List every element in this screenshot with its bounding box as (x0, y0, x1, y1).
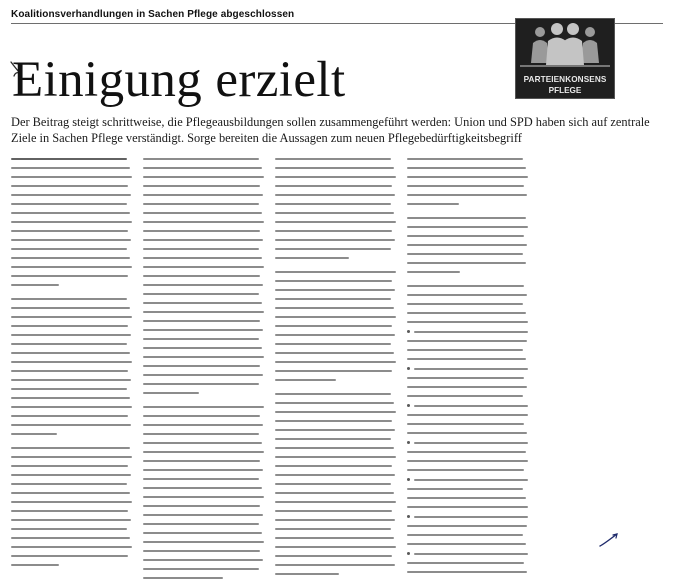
text-line (275, 510, 392, 512)
text-line (407, 312, 526, 314)
text-line (11, 298, 127, 300)
text-line (143, 320, 260, 322)
bullet-text-line (407, 330, 528, 333)
text-line (143, 523, 259, 525)
text-line (275, 564, 395, 566)
text-line (143, 505, 260, 507)
bullet-text-line (407, 404, 528, 407)
text-line (143, 365, 260, 367)
text-line (275, 483, 391, 485)
text-line (275, 573, 339, 575)
text-line (414, 331, 528, 333)
text-line (143, 248, 259, 250)
text-line (143, 577, 223, 579)
text-line (11, 379, 131, 381)
text-line (407, 534, 523, 536)
bullet-dot (407, 404, 410, 407)
text-line (275, 176, 396, 178)
text-line (275, 528, 391, 530)
text-line (11, 370, 128, 372)
text-line (275, 203, 391, 205)
text-line (143, 311, 264, 313)
text-line (407, 285, 524, 287)
text-line (143, 239, 263, 241)
text-line (143, 230, 260, 232)
text-line (275, 370, 392, 372)
text-line (407, 294, 527, 296)
text-line (275, 248, 391, 250)
text-line (407, 377, 524, 379)
text-line (407, 451, 526, 453)
text-line (407, 158, 523, 160)
text-line (407, 488, 523, 490)
text-line (275, 158, 391, 160)
text-line (407, 432, 527, 434)
text-line (275, 420, 392, 422)
body-column-3 (275, 158, 396, 582)
text-line (407, 414, 528, 416)
text-line (143, 541, 264, 543)
text-line (275, 221, 396, 223)
text-line (275, 438, 391, 440)
text-line (275, 325, 392, 327)
text-line (407, 185, 524, 187)
text-line (11, 167, 130, 169)
text-line (407, 525, 527, 527)
text-line (143, 293, 259, 295)
text-line (407, 571, 527, 573)
text-line (143, 550, 260, 552)
text-line (275, 212, 394, 214)
text-line (143, 433, 259, 435)
bullet-dot (407, 330, 410, 333)
text-line (414, 442, 528, 444)
text-line (143, 329, 263, 331)
text-line (407, 244, 527, 246)
text-line (11, 555, 128, 557)
handwritten-check-mark (598, 532, 620, 550)
text-line (11, 483, 127, 485)
text-line (414, 405, 528, 407)
text-line (11, 194, 131, 196)
text-line (143, 374, 263, 376)
text-line (11, 158, 127, 160)
text-line (11, 212, 130, 214)
text-line (11, 185, 128, 187)
text-line (11, 564, 59, 566)
text-line (143, 469, 263, 471)
text-line (143, 275, 260, 277)
text-line (275, 194, 395, 196)
badge-subtitle: PFLEGE (548, 86, 582, 95)
text-line (275, 230, 392, 232)
text-line (143, 415, 260, 417)
text-line (11, 424, 131, 426)
text-line (407, 562, 524, 564)
text-line (414, 516, 528, 518)
text-line (275, 361, 396, 363)
text-line (407, 262, 526, 264)
text-line (275, 379, 336, 381)
text-line (143, 487, 262, 489)
text-line (407, 203, 459, 205)
text-line (407, 340, 527, 342)
text-line (11, 528, 127, 530)
text-line (143, 514, 263, 516)
text-line (275, 546, 396, 548)
text-line (143, 496, 264, 498)
text-line (11, 248, 127, 250)
text-line (407, 235, 524, 237)
text-line (11, 510, 128, 512)
text-line (11, 176, 132, 178)
text-line (11, 352, 130, 354)
text-line (11, 361, 132, 363)
text-line (143, 176, 264, 178)
text-line (275, 316, 396, 318)
text-line (11, 397, 130, 399)
text-line (275, 167, 394, 169)
text-line (143, 356, 264, 358)
text-line (275, 402, 394, 404)
body-column-4 (407, 158, 528, 580)
text-line (275, 239, 395, 241)
text-line (414, 368, 528, 370)
text-line (11, 257, 130, 259)
bullet-text-line (407, 367, 528, 370)
text-line (407, 253, 523, 255)
text-line (11, 203, 127, 205)
text-line (143, 460, 260, 462)
text-line (275, 411, 396, 413)
text-line (407, 271, 460, 273)
text-line (11, 537, 130, 539)
text-line (11, 221, 132, 223)
text-line (275, 289, 395, 291)
text-line (11, 406, 132, 408)
bullet-text-line (407, 441, 528, 444)
text-line (11, 239, 131, 241)
article-kicker: Koalitionsverhandlungen in Sachen Pflege abgeschlossen (11, 9, 295, 20)
text-line (11, 415, 128, 417)
text-line (143, 451, 264, 453)
text-line (11, 284, 59, 286)
text-line (407, 349, 523, 351)
text-line (407, 423, 524, 425)
text-line (275, 352, 394, 354)
bullet-dot (407, 478, 410, 481)
text-line (143, 532, 262, 534)
text-line (407, 543, 526, 545)
text-line (143, 424, 263, 426)
text-line (11, 230, 128, 232)
text-line (407, 358, 526, 360)
text-line (143, 167, 262, 169)
text-line (275, 501, 396, 503)
text-line (143, 302, 262, 304)
bullet-dot (407, 367, 410, 370)
text-line (143, 203, 259, 205)
text-line (11, 316, 132, 318)
text-line (275, 492, 394, 494)
bullet-dot (407, 515, 410, 518)
text-line (143, 266, 264, 268)
text-line (11, 266, 132, 268)
text-line (407, 226, 528, 228)
text-line (275, 447, 394, 449)
text-line (407, 321, 528, 323)
text-line (11, 388, 127, 390)
text-line (11, 275, 128, 277)
text-line (11, 546, 132, 548)
text-line (11, 501, 132, 503)
text-line (11, 325, 128, 327)
text-line (275, 555, 392, 557)
text-line (275, 537, 394, 539)
text-line (275, 307, 394, 309)
text-line (275, 474, 395, 476)
text-line (11, 334, 131, 336)
text-line (407, 460, 528, 462)
text-line (407, 386, 527, 388)
text-line (143, 185, 260, 187)
text-line (275, 257, 349, 259)
people-silhouettes-icon (516, 19, 614, 75)
text-line (275, 185, 392, 187)
text-line (275, 334, 395, 336)
bullet-dot (407, 441, 410, 444)
text-line (11, 465, 128, 467)
partei-konsens-badge (515, 18, 615, 99)
text-line (11, 474, 131, 476)
text-line (143, 347, 262, 349)
bullet-text-line (407, 552, 528, 555)
text-line (143, 212, 262, 214)
text-line (143, 194, 263, 196)
text-line (143, 568, 259, 570)
text-line (275, 519, 395, 521)
text-line (11, 456, 132, 458)
text-line (143, 158, 259, 160)
text-line (11, 343, 127, 345)
text-line (414, 553, 528, 555)
article-lead: Der Beitrag steigt schrittweise, die Pflegeausbildungen sollen zusammengeführt werden: Union und SPD haben sich auf zentrale Ziele in Sachen Pflege verständigt. Sorge bereiten die Aussagen zum neuen Pflegebedürftigkeitsbegriff (11, 115, 650, 145)
text-line (407, 167, 526, 169)
text-line (143, 383, 259, 385)
text-line (143, 221, 264, 223)
text-line (407, 395, 523, 397)
bullet-text-line (407, 515, 528, 518)
text-line (407, 303, 523, 305)
text-line (407, 469, 524, 471)
text-line (407, 194, 527, 196)
text-line (11, 447, 130, 449)
body-column-1 (11, 158, 132, 573)
body-column-2 (143, 158, 264, 586)
text-line (11, 307, 130, 309)
article-headline: Einigung erzielt (12, 52, 346, 108)
text-line (11, 433, 57, 435)
bullet-text-line (407, 478, 528, 481)
bullet-dot (407, 552, 410, 555)
badge-title: PARTEIENKONSENS (523, 75, 607, 84)
text-line (143, 478, 259, 480)
text-line (414, 479, 528, 481)
text-line (11, 492, 130, 494)
text-line (275, 465, 392, 467)
text-line (407, 176, 528, 178)
text-line (275, 343, 391, 345)
text-line (143, 406, 264, 408)
text-line (143, 284, 263, 286)
text-line (275, 280, 392, 282)
text-line (275, 393, 391, 395)
text-line (143, 257, 262, 259)
text-line (407, 217, 526, 219)
text-line (11, 519, 131, 521)
text-line (143, 559, 263, 561)
text-line (275, 298, 391, 300)
text-line (407, 506, 528, 508)
text-line (143, 392, 199, 394)
text-line (407, 497, 526, 499)
text-line (275, 429, 395, 431)
text-line (275, 456, 396, 458)
text-line (143, 338, 259, 340)
text-line (143, 442, 262, 444)
text-line (275, 271, 396, 273)
